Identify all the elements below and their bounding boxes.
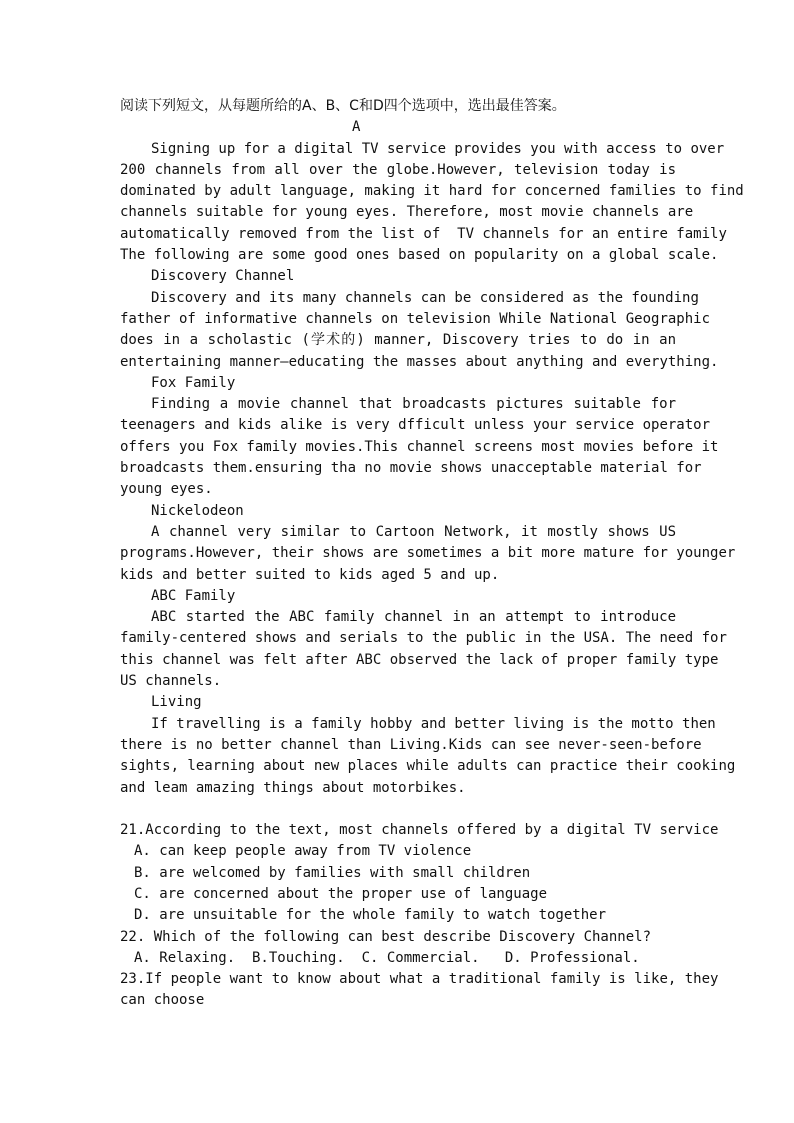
section-line: and leam amazing things about motorbikes. — [120, 779, 466, 796]
section-line: family-centered shows and serials to the public in the USA. The need for — [120, 630, 727, 647]
section-living — [120, 692, 736, 798]
section-line: there is no better channel than Living.Kids can see never-seen-before — [120, 736, 702, 753]
section-line: does in a scholastic (学术的) manner, Discovery tries to do in an — [120, 332, 676, 349]
section-discovery — [120, 266, 719, 372]
section-line: entertaining manner—educating the masses about anything and everything. — [120, 353, 719, 370]
passage-label: A — [352, 119, 361, 136]
section-line: young eyes. — [120, 481, 213, 498]
option-c: C. are concerned about the proper use of language — [134, 885, 548, 902]
section-line: programs.However, their shows are sometimes a bit more mature for younger — [120, 545, 736, 562]
section-line: ABC started the ABC family channel in an attempt to introduce — [151, 609, 676, 626]
spacer — [120, 799, 676, 820]
section-line: sights, learning about new places while adults can practice their cooking — [120, 758, 736, 775]
section-heading: Living — [151, 694, 202, 711]
section-fox-family — [120, 373, 719, 501]
section-heading: Discovery Channel — [151, 268, 295, 285]
question-23 — [120, 969, 719, 1012]
section-heading: Fox Family — [151, 374, 236, 391]
question-stem-continued: can choose — [120, 992, 205, 1009]
section-line: broadcasts them.ensuring tha no movie shows unacceptable material for — [120, 460, 702, 477]
instruction-text: 阅读下列短文，从每题所给的A、B、C和D四个选项中，选出最佳答案。 — [120, 98, 566, 114]
option-d: D. are unsuitable for the whole family to watch together — [134, 907, 607, 924]
intro-line: Signing up for a digital TV service provides you with access to over — [151, 140, 725, 157]
section-line: Discovery and its many channels can be considered as the founding — [151, 289, 699, 306]
section-line: teenagers and kids alike is very dfficult unless your service operator — [120, 417, 711, 434]
section-line: US channels. — [120, 673, 222, 690]
section-line: kids and better suited to kids aged 5 and up. — [120, 566, 500, 583]
intro-line: channels suitable for young eyes. Therefore, most movie channels are — [120, 204, 694, 221]
passage-intro — [120, 139, 744, 267]
question-22 — [120, 927, 676, 970]
section-line: this channel was felt after ABC observed the lack of proper family type — [120, 651, 719, 668]
intro-line: 200 channels from all over the globe.However, television today is — [120, 161, 676, 178]
intro-line: dominated by adult language, making it hard for concerned families to find — [120, 183, 744, 200]
section-abc-family — [120, 586, 727, 692]
document-page — [120, 96, 744, 1012]
section-line: offers you Fox family movies.This channel screens most movies before it — [120, 438, 719, 455]
question-stem: 22. Which of the following can best describe Discovery Channel? — [120, 928, 652, 945]
section-nickelodeon — [120, 501, 736, 586]
section-heading: Nickelodeon — [151, 502, 244, 519]
question-21 — [120, 820, 719, 926]
question-stem: 23.If people want to know about what a traditional family is like, they — [120, 971, 719, 988]
option-a: A. can keep people away from TV violence — [134, 843, 472, 860]
option-b: B. are welcomed by families with small children — [134, 864, 531, 881]
intro-line: The following are some good ones based on popularity on a global scale. — [120, 247, 719, 264]
section-line: If travelling is a family hobby and better living is the motto then — [151, 715, 716, 732]
section-line: father of informative channels on television While National Geographic — [120, 310, 711, 327]
question-stem: 21.According to the text, most channels offered by a digital TV service — [120, 822, 719, 839]
section-heading: ABC Family — [151, 587, 236, 604]
intro-line: automatically removed from the list of TV channels for an entire family — [120, 225, 727, 242]
section-line: A channel very similar to Cartoon Network, it mostly shows US — [151, 523, 676, 540]
question-options: A. Relaxing. B.Touching. C. Commercial. D. Professional. — [134, 949, 640, 966]
section-line: Finding a movie channel that broadcasts pictures suitable for — [151, 396, 676, 413]
